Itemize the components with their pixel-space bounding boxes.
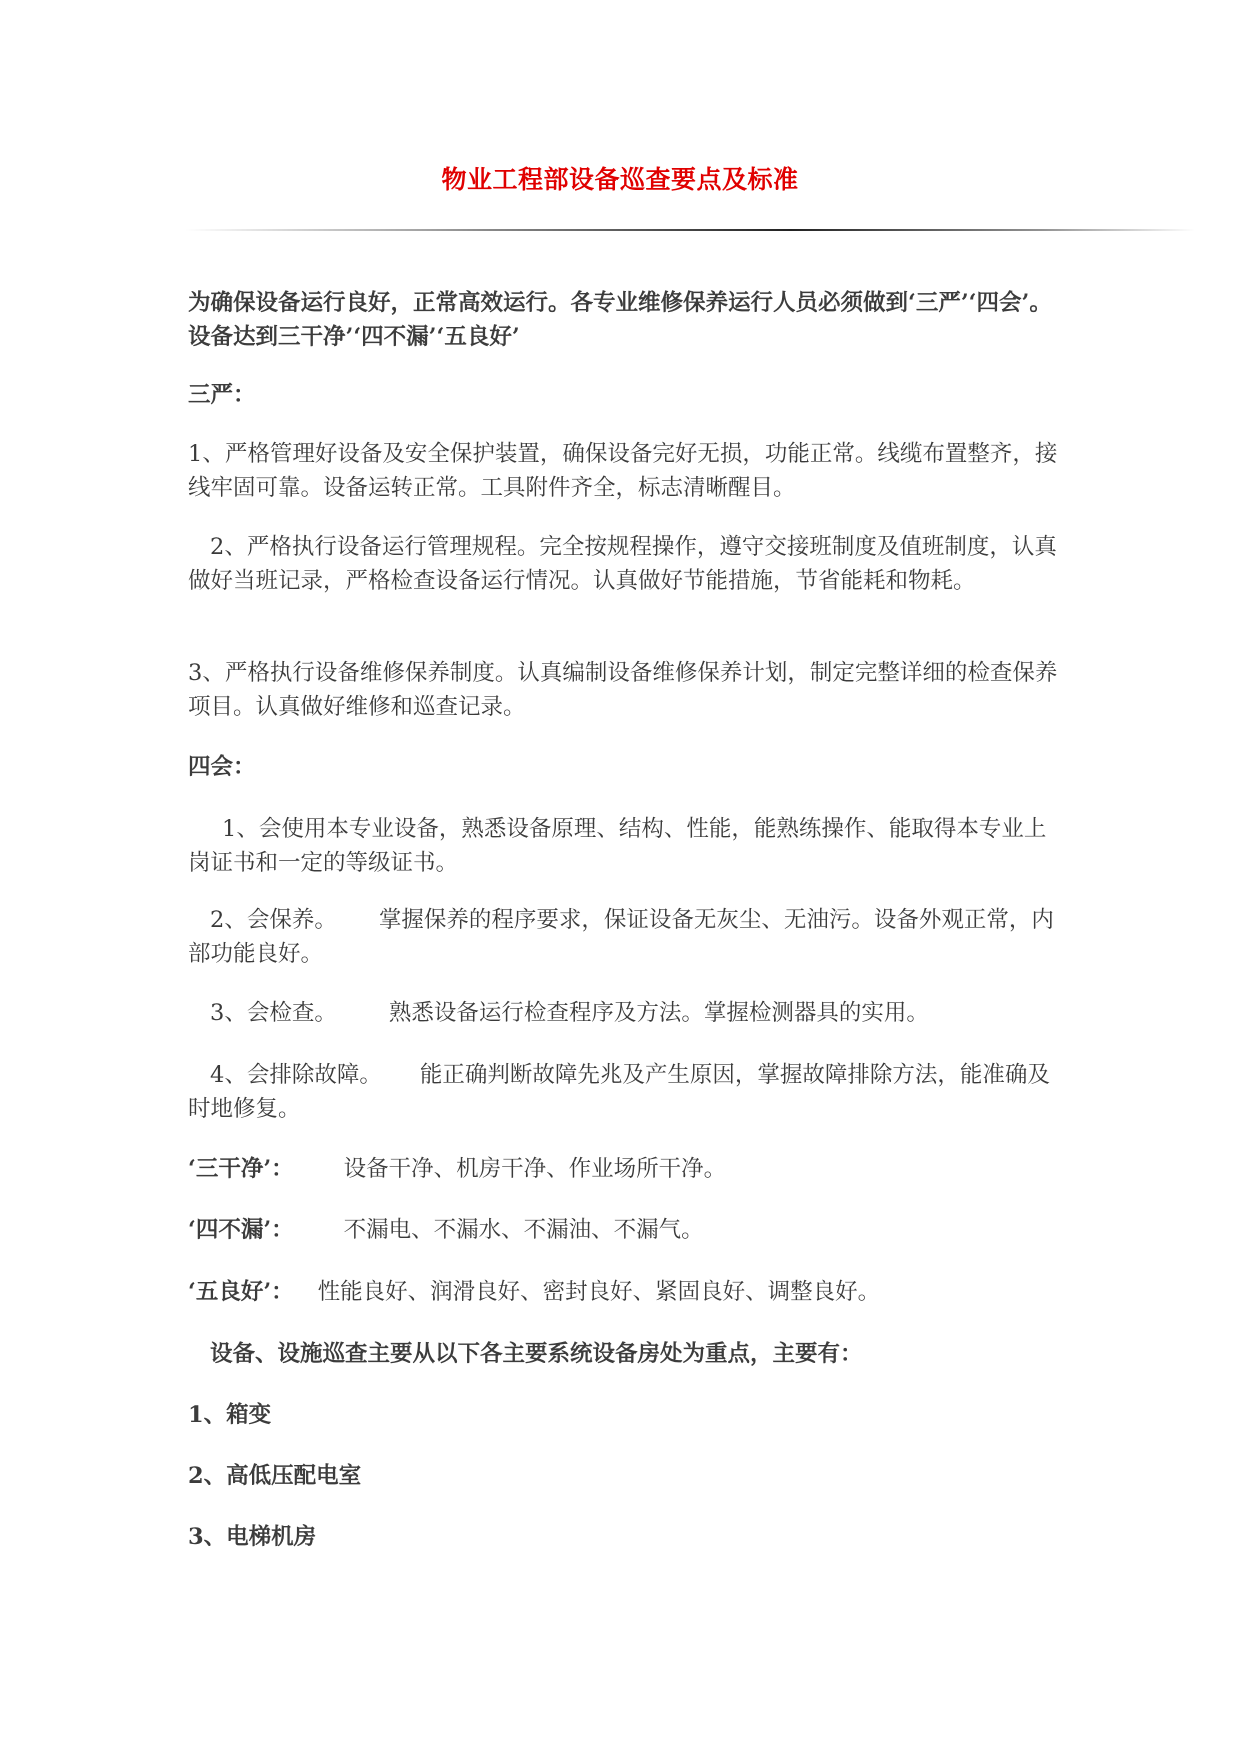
standard-wu-liang-hao	[188, 1275, 1058, 1309]
si-hui-item-4-text: 能正确判断故障先兆及产生原因，掌握故障排除方法，能准确及时地修复。	[188, 1062, 1050, 1122]
standard-si-bu-lou-text: 不漏电、不漏水、不漏油、不漏气。	[343, 1217, 704, 1243]
si-hui-item-1-label: 1、会使用本专业设备，熟悉设备原理、结构、性能，能熟练操作、能取得本专业上岗证书和一定的等级证书。	[188, 816, 1047, 876]
title-divider	[185, 229, 1195, 231]
inspection-heading: 设备、设施巡查主要从以下各主要系统设备房处为重点，主要有：	[210, 1341, 863, 1367]
si-hui-item-2-text: 掌握保养的程序要求，保证设备无灰尘、无油污。设备外观正常，内部功能良好。	[188, 907, 1054, 967]
si-hui-item-2	[188, 903, 1058, 971]
standard-san-gan-jing-label: ‘三干净’：	[188, 1156, 294, 1182]
si-hui-item-2-label: 2、会保养。	[210, 907, 337, 933]
si-hui-item-3	[188, 996, 1058, 1030]
inspection-item-2: 2、高低压配电室	[188, 1463, 362, 1489]
si-hui-item-4	[188, 1058, 1058, 1126]
standard-san-gan-jing	[188, 1152, 1058, 1186]
standard-wu-liang-hao-text: 性能良好、润滑良好、密封良好、紧固良好、调整良好。	[317, 1279, 881, 1305]
san-yan-heading: 三严：	[188, 382, 256, 408]
si-hui-item-1	[188, 812, 1058, 880]
si-hui-item-4-label: 4、会排除故障。	[210, 1062, 382, 1088]
san-yan-item-3: 3、严格执行设备维修保养制度。认真编制设备维修保养计划，制定完整详细的检查保养项目。认真做好维修和巡查记录。	[188, 660, 1058, 720]
si-hui-heading: 四会：	[188, 754, 256, 780]
san-yan-item-1: 1、严格管理好设备及安全保护装置，确保设备完好无损，功能正常。线缆布置整齐，接线牢固可靠。设备运转正常。工具附件齐全，标志清晰醒目。	[188, 441, 1058, 501]
inspection-item-1: 1、箱变	[188, 1402, 272, 1428]
standard-wu-liang-hao-label: ‘五良好’：	[188, 1279, 294, 1305]
si-hui-item-3-label: 3、会检查。	[210, 1000, 337, 1026]
si-hui-item-3-text: 熟悉设备运行检查程序及方法。掌握检测器具的实用。	[388, 1000, 929, 1026]
document-title: 物业工程部设备巡查要点及标准	[441, 165, 799, 194]
intro-paragraph: 为确保设备运行良好，正常高效运行。各专业维修保养运行人员必须做到‘三严’‘四会’。设备达到三干净’‘四不漏’‘五良好’	[188, 290, 1052, 350]
standard-san-gan-jing-text: 设备干净、机房干净、作业场所干净。	[343, 1156, 727, 1182]
standard-si-bu-lou	[188, 1213, 1058, 1247]
standard-si-bu-lou-label: ‘四不漏’：	[188, 1217, 294, 1243]
san-yan-item-2: 2、严格执行设备运行管理规程。完全按规程操作，遵守交接班制度及值班制度，认真做好当班记录，严格检查设备运行情况。认真做好节能措施，节省能耗和物耗。	[188, 534, 1057, 594]
inspection-item-3: 3、电梯机房	[188, 1524, 317, 1550]
